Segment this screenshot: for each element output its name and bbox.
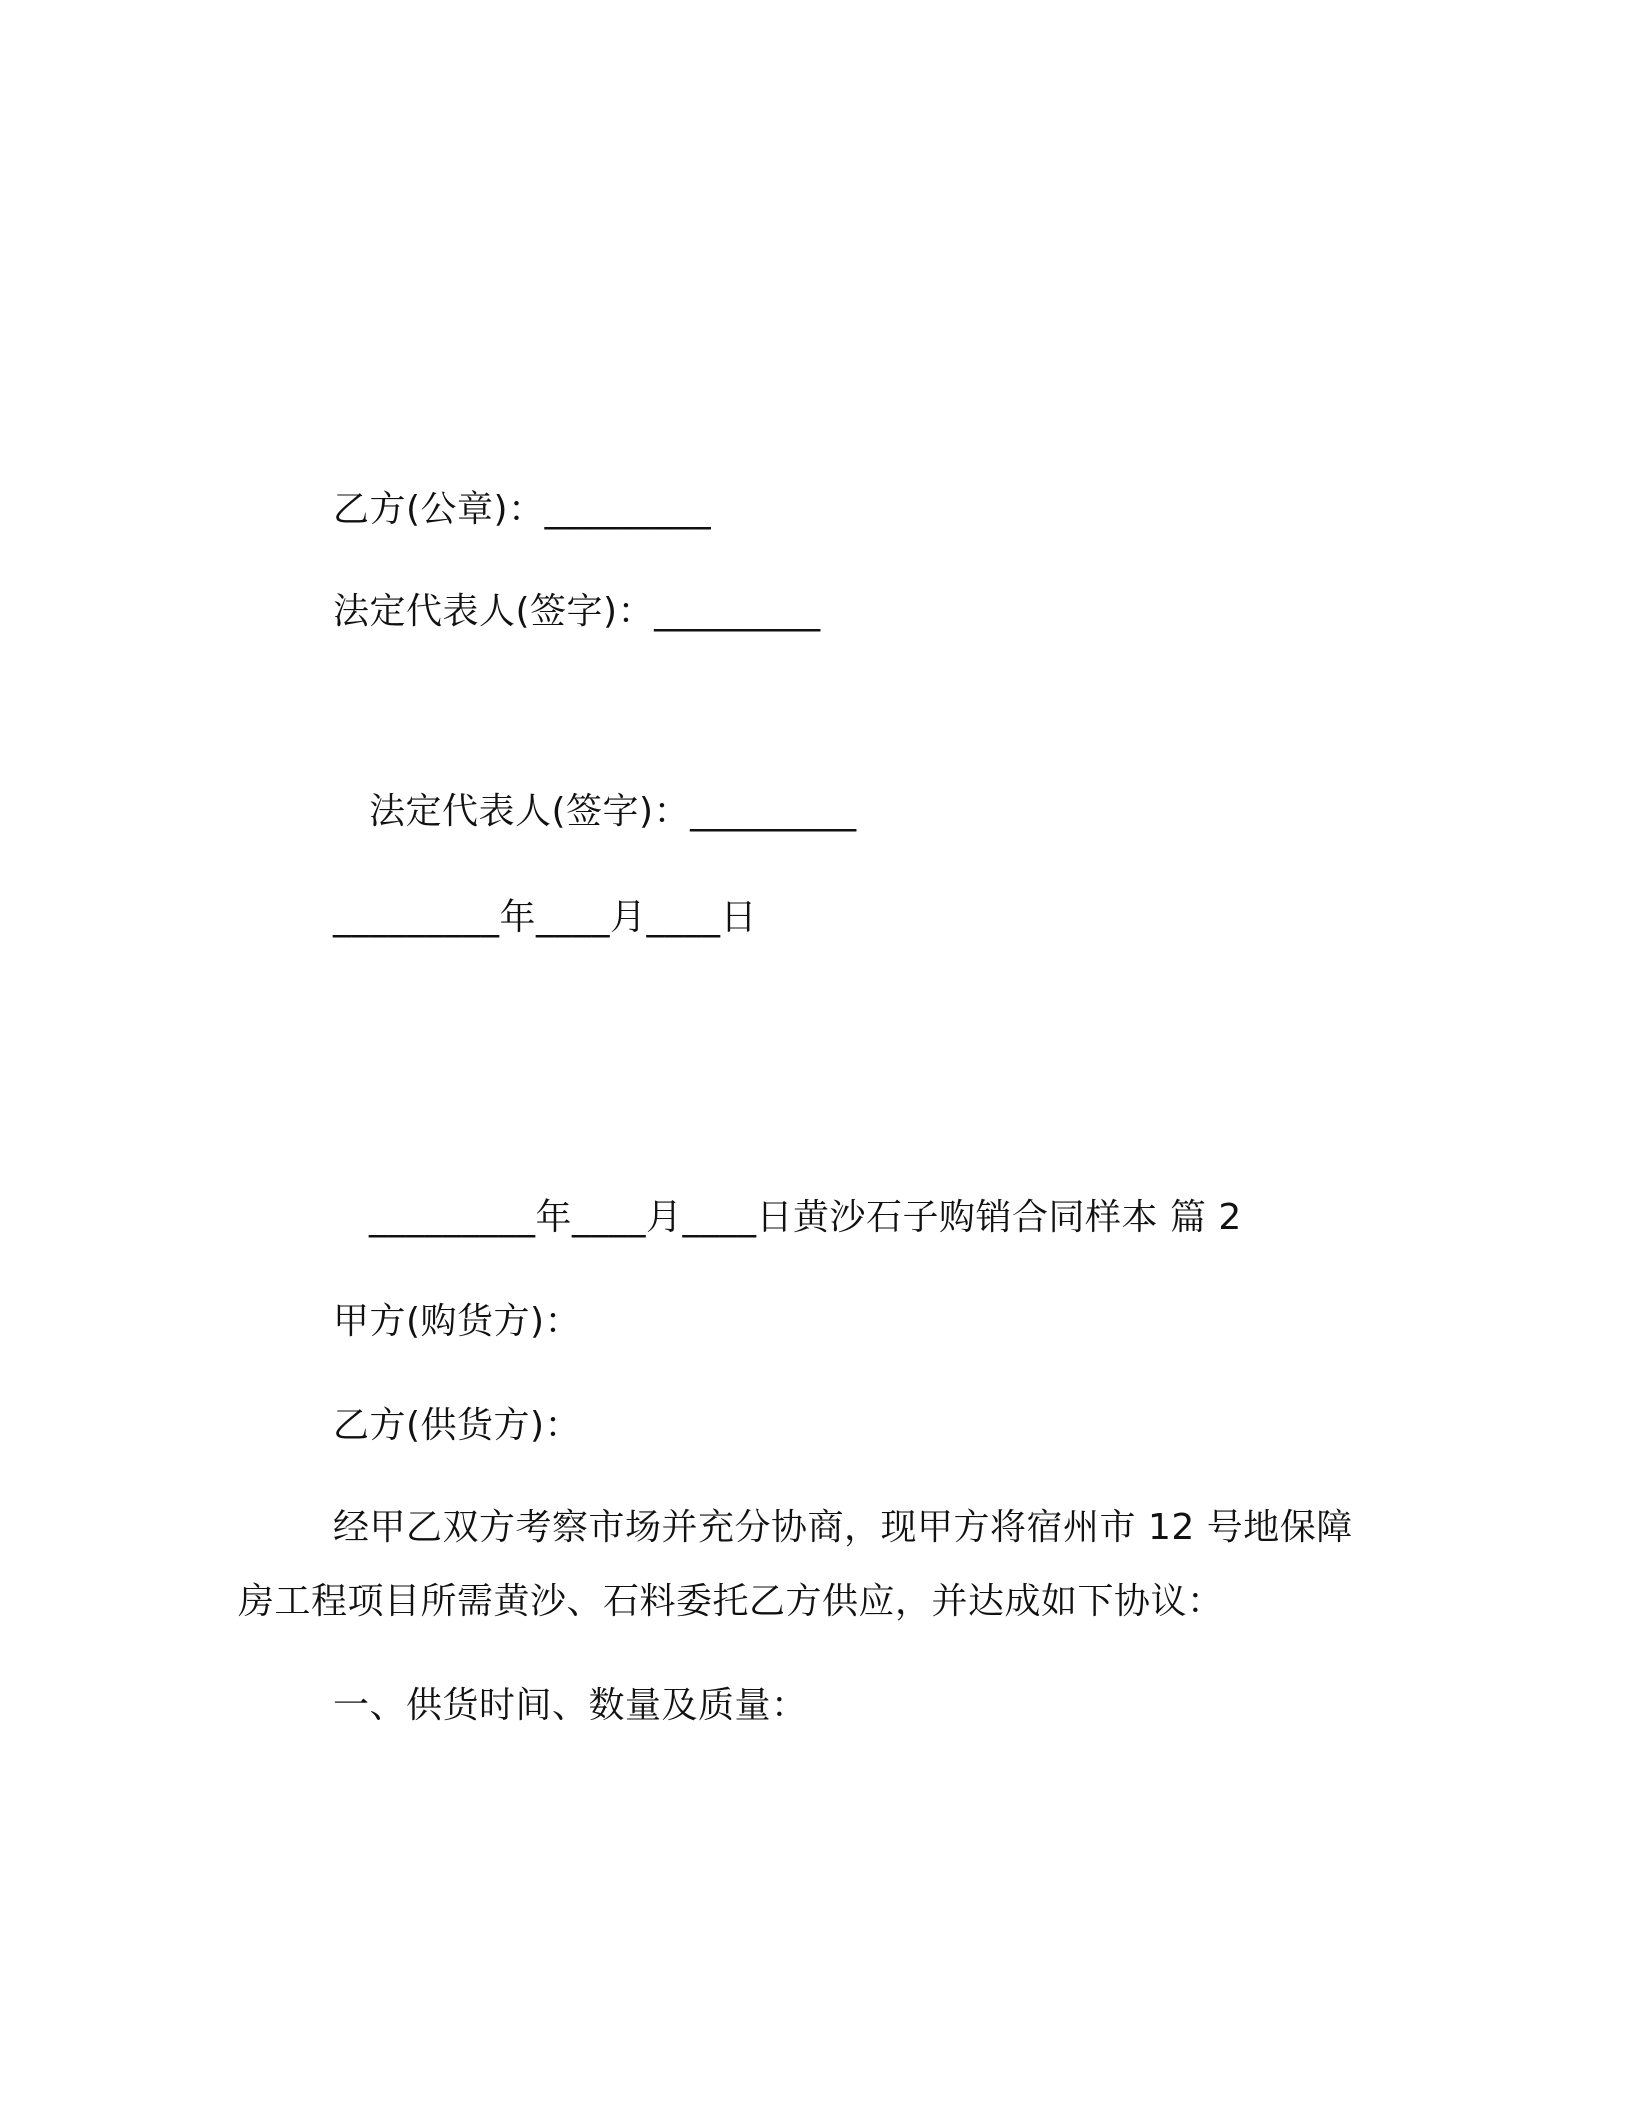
- party-a-buyer-line: 甲方(购货方)：: [333, 1301, 582, 1342]
- legal-representative-line-2: 法定代表人(签字)：_________: [369, 791, 857, 832]
- date-line-1: _________年____月____日: [333, 897, 757, 938]
- contract-title-line: _________年____月____日黄沙石子购销合同样本 篇 2: [369, 1197, 1242, 1238]
- agreement-paragraph-line-1: 经甲乙双方考察市场并充分协商，现甲方将宿州市 12 号地保障: [333, 1507, 1353, 1548]
- party-b-seal-line: 乙方(公章)：_________: [333, 489, 712, 530]
- section-one-heading: 一、供货时间、数量及质量：: [333, 1685, 808, 1726]
- legal-representative-line-1: 法定代表人(签字)：_________: [333, 591, 821, 632]
- party-b-supplier-line: 乙方(供货方)：: [333, 1405, 582, 1446]
- agreement-paragraph-line-2: 房工程项目所需黄沙、石料委托乙方供应，并达成如下协议：: [238, 1581, 1224, 1622]
